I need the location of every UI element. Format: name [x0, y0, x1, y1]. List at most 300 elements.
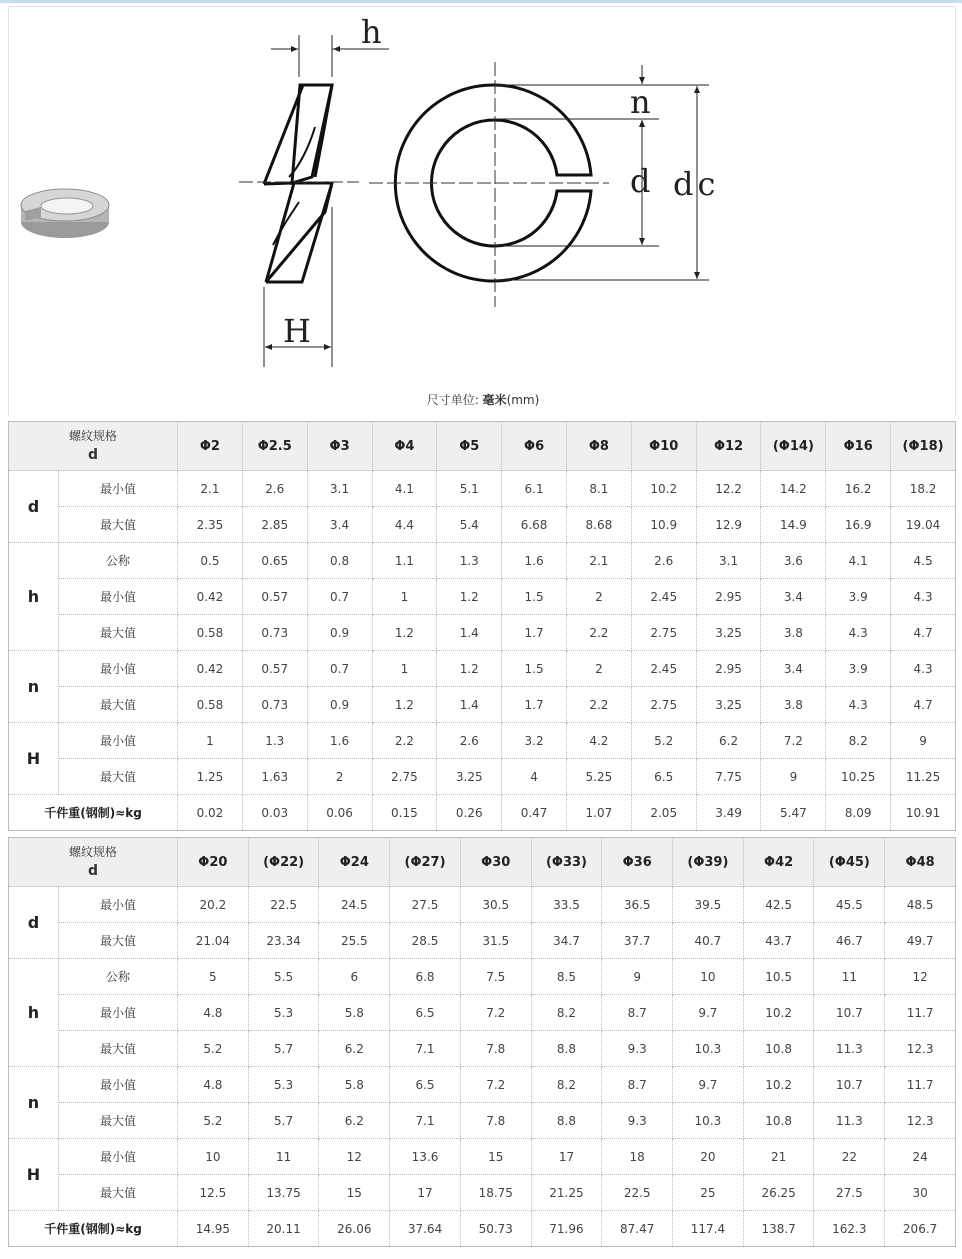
weight-cell: 0.02	[178, 795, 243, 831]
weight-cell: 117.4	[673, 1211, 744, 1247]
table-cell: 0.5	[178, 543, 243, 579]
table-cell: 3.1	[696, 543, 761, 579]
weight-cell: 0.06	[307, 795, 372, 831]
table-cell: 1.7	[502, 615, 567, 651]
table-cell: 12	[885, 959, 956, 995]
table-cell: 1.63	[242, 759, 307, 795]
table-cell: 2.2	[566, 687, 631, 723]
table-cell: 43.7	[743, 923, 814, 959]
table-cell: 7.75	[696, 759, 761, 795]
table-cell: 1	[178, 723, 243, 759]
weight-cell: 20.11	[248, 1211, 319, 1247]
table-cell: 22.5	[602, 1175, 673, 1211]
table-cell: 10.3	[673, 1031, 744, 1067]
table-row	[9, 543, 956, 579]
group-label: H	[9, 1139, 59, 1211]
weight-cell: 162.3	[814, 1211, 885, 1247]
table-cell: 17	[531, 1139, 602, 1175]
table-cell: 5.3	[248, 1067, 319, 1103]
thread-spec-header	[9, 838, 178, 887]
row-sub-label: 最小值	[59, 723, 178, 759]
table-cell: 1	[372, 651, 437, 687]
thread-spec-d: d	[87, 447, 99, 463]
row-sub-label: 最大值	[59, 615, 178, 651]
table-cell: 10.2	[743, 995, 814, 1031]
table-cell: 37.7	[602, 923, 673, 959]
table-cell: 6.2	[319, 1103, 390, 1139]
table-cell: 19.04	[891, 507, 956, 543]
spec-table-large	[8, 837, 956, 1247]
table-cell: 22	[814, 1139, 885, 1175]
table-cell: 36.5	[602, 887, 673, 923]
size-header: Φ20	[178, 838, 249, 887]
weight-cell: 5.47	[761, 795, 826, 831]
table-cell: 12	[319, 1139, 390, 1175]
weight-cell: 1.07	[566, 795, 631, 831]
header-row	[9, 838, 956, 887]
table-cell: 10.3	[673, 1103, 744, 1139]
table-row	[9, 887, 956, 923]
table-cell: 49.7	[885, 923, 956, 959]
table-cell: 1.4	[437, 615, 502, 651]
weight-cell: 71.96	[531, 1211, 602, 1247]
table-cell: 8.68	[566, 507, 631, 543]
row-sub-label: 最大值	[59, 1175, 178, 1211]
table-cell: 10	[178, 1139, 249, 1175]
table-row	[9, 651, 956, 687]
table-cell: 10.8	[743, 1031, 814, 1067]
table-cell: 20	[673, 1139, 744, 1175]
row-sub-label: 最小值	[59, 1067, 178, 1103]
table-cell: 13.6	[390, 1139, 461, 1175]
table-cell: 2.85	[242, 507, 307, 543]
table-row	[9, 1175, 956, 1211]
table-cell: 0.42	[178, 651, 243, 687]
table-cell: 10.2	[743, 1067, 814, 1103]
table-cell: 5.3	[248, 995, 319, 1031]
row-sub-label: 最小值	[59, 579, 178, 615]
washer-side-view	[264, 85, 332, 282]
table-cell: 45.5	[814, 887, 885, 923]
row-sub-label: 最大值	[59, 1031, 178, 1067]
table-cell: 4.3	[891, 651, 956, 687]
spec-table-small	[8, 421, 956, 831]
table-cell: 2.1	[178, 471, 243, 507]
table-row	[9, 1067, 956, 1103]
header-row	[9, 422, 956, 471]
table-cell: 2.75	[372, 759, 437, 795]
table-cell: 9	[891, 723, 956, 759]
table-cell: 1.5	[502, 579, 567, 615]
table-cell: 9.3	[602, 1103, 673, 1139]
table-cell: 48.5	[885, 887, 956, 923]
table-row	[9, 759, 956, 795]
weight-cell: 0.47	[502, 795, 567, 831]
top-divider	[0, 0, 962, 3]
row-sub-label: 最小值	[59, 1139, 178, 1175]
table-cell: 4.3	[826, 687, 891, 723]
size-header: Φ2.5	[242, 422, 307, 471]
table-cell: 4.7	[891, 615, 956, 651]
table-cell: 2.1	[566, 543, 631, 579]
size-header: Φ12	[696, 422, 761, 471]
size-header: (Φ22)	[248, 838, 319, 887]
table-cell: 1.1	[372, 543, 437, 579]
table-cell: 4.8	[178, 995, 249, 1031]
table-cell: 15	[319, 1175, 390, 1211]
unit-note	[9, 391, 957, 408]
table-cell: 0.57	[242, 579, 307, 615]
group-label: h	[9, 543, 59, 651]
table-cell: 21	[743, 1139, 814, 1175]
table-cell: 7.5	[460, 959, 531, 995]
table-cell: 3.4	[761, 651, 826, 687]
table-cell: 17	[390, 1175, 461, 1211]
table-cell: 3.6	[761, 543, 826, 579]
table-cell: 16.2	[826, 471, 891, 507]
table-cell: 4.3	[826, 615, 891, 651]
table-row	[9, 471, 956, 507]
row-sub-label: 最小值	[59, 995, 178, 1031]
table-cell: 0.9	[307, 687, 372, 723]
table-cell: 31.5	[460, 923, 531, 959]
table-cell: 39.5	[673, 887, 744, 923]
size-header: Φ6	[502, 422, 567, 471]
weight-cell: 206.7	[885, 1211, 956, 1247]
table-cell: 0.73	[242, 687, 307, 723]
table-cell: 3.8	[761, 615, 826, 651]
table-cell: 0.65	[242, 543, 307, 579]
table-cell: 12.5	[178, 1175, 249, 1211]
table-cell: 6.5	[390, 1067, 461, 1103]
table-cell: 7.8	[460, 1031, 531, 1067]
table-row	[9, 923, 956, 959]
table-cell: 2	[307, 759, 372, 795]
table-cell: 6.1	[502, 471, 567, 507]
weight-cell: 26.06	[319, 1211, 390, 1247]
table-cell: 4.1	[372, 471, 437, 507]
table-cell: 1.6	[502, 543, 567, 579]
table-cell: 24.5	[319, 887, 390, 923]
table-cell: 2	[566, 651, 631, 687]
table-cell: 5.8	[319, 995, 390, 1031]
group-label: n	[9, 1067, 59, 1139]
table-cell: 42.5	[743, 887, 814, 923]
table-cell: 16.9	[826, 507, 891, 543]
table-cell: 24	[885, 1139, 956, 1175]
table-row	[9, 723, 956, 759]
table-cell: 25.5	[319, 923, 390, 959]
unit-bold: 毫米	[482, 393, 507, 407]
table-cell: 10.2	[631, 471, 696, 507]
table-cell: 8.8	[531, 1031, 602, 1067]
H-label: H	[283, 312, 311, 350]
washer-drawing-panel	[8, 6, 956, 416]
table-cell: 2.35	[178, 507, 243, 543]
table-cell: 0.8	[307, 543, 372, 579]
table-cell: 3.2	[502, 723, 567, 759]
table-cell: 3.4	[761, 579, 826, 615]
table-cell: 3.9	[826, 579, 891, 615]
table-cell: 5.2	[631, 723, 696, 759]
table-cell: 11.7	[885, 1067, 956, 1103]
table-cell: 3.25	[696, 687, 761, 723]
table-cell: 30	[885, 1175, 956, 1211]
table-cell: 9	[761, 759, 826, 795]
table-cell: 11.3	[814, 1031, 885, 1067]
table-cell: 6.8	[390, 959, 461, 995]
table-cell: 2.95	[696, 651, 761, 687]
group-label: H	[9, 723, 59, 795]
table-cell: 12.2	[696, 471, 761, 507]
row-sub-label: 公称	[59, 959, 178, 995]
table-cell: 9.7	[673, 1067, 744, 1103]
row-sub-label: 最小值	[59, 471, 178, 507]
size-header: (Φ18)	[891, 422, 956, 471]
table-cell: 6.68	[502, 507, 567, 543]
table-cell: 15	[460, 1139, 531, 1175]
size-header: (Φ14)	[761, 422, 826, 471]
washer-technical-drawing	[9, 7, 957, 417]
thread-spec-label: 螺纹规格	[69, 429, 118, 443]
size-header: (Φ45)	[814, 838, 885, 887]
size-header: Φ24	[319, 838, 390, 887]
table-cell: 5	[178, 959, 249, 995]
row-sub-label: 最大值	[59, 923, 178, 959]
table-cell: 13.75	[248, 1175, 319, 1211]
table-cell: 0.57	[242, 651, 307, 687]
size-header: Φ42	[743, 838, 814, 887]
washer-photo-icon	[21, 189, 109, 238]
table-cell: 11.7	[885, 995, 956, 1031]
table-cell: 1.2	[372, 687, 437, 723]
table-cell: 1.2	[372, 615, 437, 651]
table-row	[9, 579, 956, 615]
table-cell: 8.8	[531, 1103, 602, 1139]
table-row	[9, 507, 956, 543]
table-cell: 11.25	[891, 759, 956, 795]
weight-cell: 50.73	[460, 1211, 531, 1247]
table-cell: 3.4	[307, 507, 372, 543]
table-cell: 8.2	[826, 723, 891, 759]
table-cell: 8.7	[602, 1067, 673, 1103]
table-cell: 3.25	[437, 759, 502, 795]
group-label: d	[9, 887, 59, 959]
table-cell: 4.8	[178, 1067, 249, 1103]
weight-cell: 0.03	[242, 795, 307, 831]
table-cell: 9.7	[673, 995, 744, 1031]
table-cell: 14.9	[761, 507, 826, 543]
table-cell: 34.7	[531, 923, 602, 959]
table-cell: 5.8	[319, 1067, 390, 1103]
table-cell: 6.5	[390, 995, 461, 1031]
row-sub-label: 最大值	[59, 759, 178, 795]
size-header: Φ4	[372, 422, 437, 471]
table-cell: 4.2	[566, 723, 631, 759]
size-header: Φ48	[885, 838, 956, 887]
table-cell: 7.1	[390, 1031, 461, 1067]
table-row	[9, 995, 956, 1031]
h-label: h	[361, 13, 382, 51]
table-cell: 7.2	[460, 995, 531, 1031]
weight-cell: 14.95	[178, 1211, 249, 1247]
table-cell: 7.2	[460, 1067, 531, 1103]
group-label: n	[9, 651, 59, 723]
table-cell: 12.3	[885, 1103, 956, 1139]
size-header: Φ8	[566, 422, 631, 471]
table-cell: 12.3	[885, 1031, 956, 1067]
n-label: n	[630, 83, 651, 121]
table-cell: 4.4	[372, 507, 437, 543]
table-cell: 5.2	[178, 1103, 249, 1139]
thread-spec-header	[9, 422, 178, 471]
weight-cell: 3.49	[696, 795, 761, 831]
table-cell: 10.8	[743, 1103, 814, 1139]
table-cell: 18.75	[460, 1175, 531, 1211]
weight-cell: 87.47	[602, 1211, 673, 1247]
table-cell: 10.5	[743, 959, 814, 995]
table-cell: 2.6	[631, 543, 696, 579]
table-cell: 0.73	[242, 615, 307, 651]
table-cell: 9.3	[602, 1031, 673, 1067]
table-cell: 0.9	[307, 615, 372, 651]
table-cell: 2.6	[242, 471, 307, 507]
table-cell: 23.34	[248, 923, 319, 959]
table-cell: 2.6	[437, 723, 502, 759]
table-cell: 3.1	[307, 471, 372, 507]
table-cell: 1.4	[437, 687, 502, 723]
table-cell: 5.2	[178, 1031, 249, 1067]
table-cell: 12.9	[696, 507, 761, 543]
table-cell: 27.5	[390, 887, 461, 923]
table-cell: 4.5	[891, 543, 956, 579]
table-cell: 8.1	[566, 471, 631, 507]
thread-spec-label: 螺纹规格	[69, 845, 118, 859]
table-cell: 28.5	[390, 923, 461, 959]
weight-cell: 138.7	[743, 1211, 814, 1247]
table-cell: 21.04	[178, 923, 249, 959]
table-cell: 11	[814, 959, 885, 995]
thread-spec-d: d	[87, 863, 99, 879]
weight-label: 千件重(钢制)≈kg	[9, 795, 178, 831]
row-sub-label: 最大值	[59, 687, 178, 723]
weight-cell: 0.26	[437, 795, 502, 831]
table-cell: 4.3	[891, 579, 956, 615]
size-header: Φ2	[178, 422, 243, 471]
table-cell: 11	[248, 1139, 319, 1175]
table-cell: 46.7	[814, 923, 885, 959]
row-sub-label: 最小值	[59, 651, 178, 687]
d-label: d	[630, 162, 651, 200]
table-cell: 5.5	[248, 959, 319, 995]
table-cell: 6.2	[319, 1031, 390, 1067]
table-cell: 8.5	[531, 959, 602, 995]
table-cell: 6.2	[696, 723, 761, 759]
weight-label: 千件重(钢制)≈kg	[9, 1211, 178, 1247]
table-cell: 5.25	[566, 759, 631, 795]
table-cell: 33.5	[531, 887, 602, 923]
row-sub-label: 最小值	[59, 887, 178, 923]
weight-cell: 10.91	[891, 795, 956, 831]
table-cell: 2	[566, 579, 631, 615]
table-cell: 0.7	[307, 579, 372, 615]
table-cell: 7.2	[761, 723, 826, 759]
table-cell: 0.58	[178, 615, 243, 651]
table-cell: 4.1	[826, 543, 891, 579]
table-cell: 5.4	[437, 507, 502, 543]
dc-label: dc	[673, 165, 720, 203]
table-cell: 8.2	[531, 1067, 602, 1103]
table-cell: 2.75	[631, 615, 696, 651]
size-header: Φ16	[826, 422, 891, 471]
table-cell: 6	[319, 959, 390, 995]
table-cell: 10.7	[814, 1067, 885, 1103]
table-cell: 7.8	[460, 1103, 531, 1139]
table-cell: 10	[673, 959, 744, 995]
table-cell: 5.1	[437, 471, 502, 507]
group-label: d	[9, 471, 59, 543]
size-header: Φ3	[307, 422, 372, 471]
table-cell: 2.95	[696, 579, 761, 615]
table-cell: 6.5	[631, 759, 696, 795]
size-header: (Φ39)	[673, 838, 744, 887]
table-cell: 10.9	[631, 507, 696, 543]
row-sub-label: 最大值	[59, 507, 178, 543]
size-header: (Φ27)	[390, 838, 461, 887]
table-cell: 26.25	[743, 1175, 814, 1211]
table-cell: 1.6	[307, 723, 372, 759]
table-cell: 2.45	[631, 651, 696, 687]
weight-cell: 8.09	[826, 795, 891, 831]
table-cell: 5.7	[248, 1031, 319, 1067]
table-cell: 4.7	[891, 687, 956, 723]
table-cell: 1.2	[437, 651, 502, 687]
table-cell: 0.58	[178, 687, 243, 723]
table-cell: 14.2	[761, 471, 826, 507]
table-cell: 8.7	[602, 995, 673, 1031]
table-cell: 1.5	[502, 651, 567, 687]
unit-suffix: (mm)	[506, 393, 540, 407]
table-row	[9, 687, 956, 723]
size-header: (Φ33)	[531, 838, 602, 887]
table-cell: 27.5	[814, 1175, 885, 1211]
table-cell: 25	[673, 1175, 744, 1211]
size-header: Φ10	[631, 422, 696, 471]
weight-cell: 37.64	[390, 1211, 461, 1247]
table-cell: 2.2	[566, 615, 631, 651]
table-cell: 2.75	[631, 687, 696, 723]
row-sub-label: 最大值	[59, 1103, 178, 1139]
weight-cell: 2.05	[631, 795, 696, 831]
table-cell: 1.3	[437, 543, 502, 579]
table-row	[9, 1103, 956, 1139]
table-row	[9, 1031, 956, 1067]
group-label: h	[9, 959, 59, 1067]
table-cell: 7.1	[390, 1103, 461, 1139]
table-cell: 8.2	[531, 995, 602, 1031]
size-header: Φ5	[437, 422, 502, 471]
table-cell: 0.42	[178, 579, 243, 615]
row-sub-label: 公称	[59, 543, 178, 579]
table-cell: 3.9	[826, 651, 891, 687]
table-cell: 0.7	[307, 651, 372, 687]
table-cell: 3.25	[696, 615, 761, 651]
table-cell: 1.2	[437, 579, 502, 615]
table-row	[9, 1139, 956, 1175]
unit-prefix: 尺寸单位:	[426, 393, 483, 407]
weight-row	[9, 1211, 956, 1247]
table-cell: 11.3	[814, 1103, 885, 1139]
